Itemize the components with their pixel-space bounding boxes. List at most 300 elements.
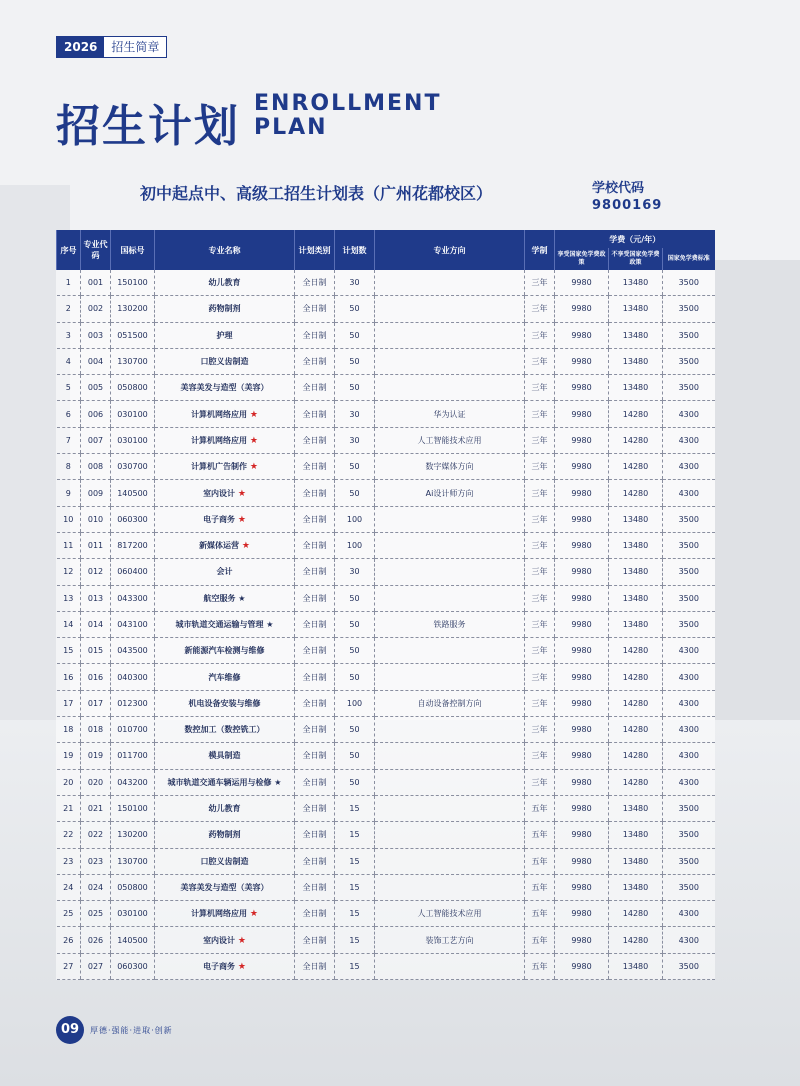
cell-direction: 人工智能技术应用 xyxy=(375,901,525,927)
cell-duration: 三年 xyxy=(525,690,555,716)
cell-fee-with-policy: 9980 xyxy=(555,585,609,611)
table-row xyxy=(57,822,715,848)
cell-fee-without-policy: 14280 xyxy=(609,638,663,664)
cell-seq: 11 xyxy=(57,532,81,558)
cell-major-code: 015 xyxy=(81,638,111,664)
brochure-tag xyxy=(56,36,167,58)
cell-national-code: 140500 xyxy=(111,480,155,506)
cell-fee-with-policy: 9980 xyxy=(555,296,609,322)
cell-seq: 14 xyxy=(57,611,81,637)
cell-national-code: 150100 xyxy=(111,795,155,821)
cell-major-code: 013 xyxy=(81,585,111,611)
cell-fee-without-policy: 14280 xyxy=(609,480,663,506)
cell-plan-count: 100 xyxy=(335,690,375,716)
cell-national-code: 130700 xyxy=(111,348,155,374)
cell-plan-type: 全日制 xyxy=(295,480,335,506)
cell-fee-with-policy: 9980 xyxy=(555,480,609,506)
cell-national-code: 040300 xyxy=(111,664,155,690)
cell-major-code: 018 xyxy=(81,717,111,743)
cell-seq: 8 xyxy=(57,454,81,480)
cell-plan-count: 15 xyxy=(335,822,375,848)
major-name-text: 电子商务 xyxy=(203,961,236,971)
cell-fee-with-policy: 9980 xyxy=(555,953,609,979)
cell-duration: 三年 xyxy=(525,532,555,558)
cell-major-name xyxy=(155,401,295,427)
cell-plan-type: 全日制 xyxy=(295,427,335,453)
cell-national-code: 030100 xyxy=(111,401,155,427)
cell-direction xyxy=(375,322,525,348)
cell-major-code: 007 xyxy=(81,427,111,453)
cell-fee-with-policy: 9980 xyxy=(555,743,609,769)
cell-major-name xyxy=(155,585,295,611)
cell-national-code: 060300 xyxy=(111,953,155,979)
table-row xyxy=(57,848,715,874)
cell-fee-without-policy: 13480 xyxy=(609,532,663,558)
cell-fee-standard: 3500 xyxy=(663,874,715,900)
cell-direction xyxy=(375,953,525,979)
cell-major-code: 004 xyxy=(81,348,111,374)
major-name-text: 幼儿教育 xyxy=(208,804,241,814)
cell-plan-type: 全日制 xyxy=(295,927,335,953)
cell-direction xyxy=(375,717,525,743)
cell-fee-standard: 4300 xyxy=(663,769,715,795)
header-direction: 专业方向 xyxy=(375,230,525,270)
cell-fee-standard: 3500 xyxy=(663,322,715,348)
cell-plan-count: 50 xyxy=(335,585,375,611)
cell-national-code: 043300 xyxy=(111,585,155,611)
cell-seq: 6 xyxy=(57,401,81,427)
major-name-text: 会计 xyxy=(216,567,233,577)
cell-plan-type: 全日制 xyxy=(295,822,335,848)
cell-duration: 三年 xyxy=(525,611,555,637)
footer xyxy=(56,1016,173,1044)
cell-major-name xyxy=(155,611,295,637)
table-row xyxy=(57,375,715,401)
cell-direction xyxy=(375,348,525,374)
cell-major-code: 003 xyxy=(81,322,111,348)
cell-major-name xyxy=(155,795,295,821)
cell-fee-without-policy: 13480 xyxy=(609,322,663,348)
cell-seq: 3 xyxy=(57,322,81,348)
cell-major-code: 014 xyxy=(81,611,111,637)
header-seq: 序号 xyxy=(57,230,81,270)
header-major-name: 专业名称 xyxy=(155,230,295,270)
table-row xyxy=(57,611,715,637)
cell-fee-standard: 3500 xyxy=(663,532,715,558)
cell-fee-without-policy: 13480 xyxy=(609,795,663,821)
cell-national-code: 060300 xyxy=(111,506,155,532)
cell-fee-with-policy: 9980 xyxy=(555,848,609,874)
cell-direction: 人工智能技术应用 xyxy=(375,427,525,453)
table-row xyxy=(57,874,715,900)
cell-duration: 五年 xyxy=(525,953,555,979)
table-row xyxy=(57,270,715,296)
cell-fee-without-policy: 13480 xyxy=(609,953,663,979)
cell-duration: 三年 xyxy=(525,480,555,506)
cell-duration: 五年 xyxy=(525,822,555,848)
cell-seq: 25 xyxy=(57,901,81,927)
cell-duration: 三年 xyxy=(525,743,555,769)
cell-plan-type: 全日制 xyxy=(295,769,335,795)
cell-duration: 三年 xyxy=(525,375,555,401)
cell-major-name xyxy=(155,927,295,953)
cell-plan-type: 全日制 xyxy=(295,664,335,690)
cell-plan-type: 全日制 xyxy=(295,532,335,558)
cell-fee-without-policy: 14280 xyxy=(609,901,663,927)
major-name-text: 模具制造 xyxy=(208,751,241,761)
school-motto: 厚德·强能·进取·创新 xyxy=(90,1025,173,1035)
cell-fee-standard: 3500 xyxy=(663,375,715,401)
cell-duration: 三年 xyxy=(525,454,555,480)
cell-major-code: 024 xyxy=(81,874,111,900)
cell-duration: 三年 xyxy=(525,270,555,296)
table-body xyxy=(57,270,715,980)
cell-duration: 三年 xyxy=(525,427,555,453)
background-building-right xyxy=(715,260,800,780)
cell-fee-with-policy: 9980 xyxy=(555,874,609,900)
cell-direction: 装饰工艺方向 xyxy=(375,927,525,953)
cell-major-code: 002 xyxy=(81,296,111,322)
star-icon: ★ xyxy=(249,435,258,446)
cell-plan-type: 全日制 xyxy=(295,348,335,374)
cell-direction xyxy=(375,664,525,690)
cell-duration: 三年 xyxy=(525,506,555,532)
cell-seq: 27 xyxy=(57,953,81,979)
cell-plan-count: 15 xyxy=(335,795,375,821)
table-row xyxy=(57,296,715,322)
cell-major-code: 020 xyxy=(81,769,111,795)
cell-seq: 1 xyxy=(57,270,81,296)
cell-fee-without-policy: 14280 xyxy=(609,717,663,743)
major-name-text: 汽车维修 xyxy=(208,672,241,682)
cell-major-code: 026 xyxy=(81,927,111,953)
cell-plan-count: 50 xyxy=(335,769,375,795)
header-fee-sub3: 国家免学费标准 xyxy=(663,248,715,270)
cell-duration: 三年 xyxy=(525,638,555,664)
english-title xyxy=(254,92,441,140)
cell-plan-type: 全日制 xyxy=(295,874,335,900)
cell-plan-type: 全日制 xyxy=(295,901,335,927)
cell-fee-with-policy: 9980 xyxy=(555,822,609,848)
cell-duration: 三年 xyxy=(525,296,555,322)
cell-major-name xyxy=(155,454,295,480)
cell-plan-type: 全日制 xyxy=(295,848,335,874)
cell-national-code: 043200 xyxy=(111,769,155,795)
header-plan-type: 计划类别 xyxy=(295,230,335,270)
major-name-text: 新媒体运营 xyxy=(199,541,240,551)
star-icon: ★ xyxy=(241,541,250,552)
cell-national-code: 012300 xyxy=(111,690,155,716)
cell-plan-type: 全日制 xyxy=(295,585,335,611)
major-name-text: 室内设计 xyxy=(203,488,236,498)
cell-fee-with-policy: 9980 xyxy=(555,506,609,532)
major-name-text: 计算机网络应用 xyxy=(191,409,248,419)
cell-fee-with-policy: 9980 xyxy=(555,690,609,716)
cell-plan-type: 全日制 xyxy=(295,454,335,480)
cell-seq: 7 xyxy=(57,427,81,453)
cell-major-code: 012 xyxy=(81,559,111,585)
cell-fee-with-policy: 9980 xyxy=(555,270,609,296)
cell-plan-count: 15 xyxy=(335,927,375,953)
header-fee-sub2: 不享受国家免学费政策 xyxy=(609,248,663,270)
cell-duration: 三年 xyxy=(525,322,555,348)
cell-plan-count: 100 xyxy=(335,506,375,532)
cell-direction xyxy=(375,585,525,611)
table-row xyxy=(57,795,715,821)
cell-fee-without-policy: 14280 xyxy=(609,927,663,953)
cell-major-name xyxy=(155,427,295,453)
cell-plan-type: 全日制 xyxy=(295,638,335,664)
cell-duration: 三年 xyxy=(525,769,555,795)
cell-fee-without-policy: 13480 xyxy=(609,506,663,532)
cell-direction: Ai设计师方向 xyxy=(375,480,525,506)
cell-plan-count: 50 xyxy=(335,348,375,374)
table-row xyxy=(57,506,715,532)
cell-fee-without-policy: 13480 xyxy=(609,874,663,900)
cell-seq: 16 xyxy=(57,664,81,690)
star-icon: ★ xyxy=(237,935,246,946)
cell-plan-type: 全日制 xyxy=(295,953,335,979)
cell-direction xyxy=(375,559,525,585)
cell-national-code: 050800 xyxy=(111,874,155,900)
cell-seq: 9 xyxy=(57,480,81,506)
cell-major-code: 001 xyxy=(81,270,111,296)
cell-major-name xyxy=(155,480,295,506)
cell-major-name xyxy=(155,322,295,348)
cell-direction: 数字媒体方向 xyxy=(375,454,525,480)
cell-fee-standard: 4300 xyxy=(663,927,715,953)
cell-fee-with-policy: 9980 xyxy=(555,322,609,348)
cell-fee-standard: 4300 xyxy=(663,427,715,453)
cell-major-name xyxy=(155,953,295,979)
cell-seq: 26 xyxy=(57,927,81,953)
table-row xyxy=(57,427,715,453)
cell-fee-standard: 4300 xyxy=(663,454,715,480)
cell-fee-standard: 3500 xyxy=(663,822,715,848)
page-number: 09 xyxy=(56,1016,84,1044)
cell-plan-type: 全日制 xyxy=(295,270,335,296)
cell-fee-with-policy: 9980 xyxy=(555,795,609,821)
cell-fee-without-policy: 14280 xyxy=(609,743,663,769)
cell-fee-without-policy: 13480 xyxy=(609,270,663,296)
cell-seq: 22 xyxy=(57,822,81,848)
cell-major-name xyxy=(155,664,295,690)
major-name-text: 药物制剂 xyxy=(208,830,241,840)
cell-plan-count: 50 xyxy=(335,717,375,743)
table-row xyxy=(57,454,715,480)
cell-major-name xyxy=(155,638,295,664)
cell-seq: 21 xyxy=(57,795,81,821)
cell-plan-count: 50 xyxy=(335,454,375,480)
cell-seq: 17 xyxy=(57,690,81,716)
cell-fee-standard: 3500 xyxy=(663,559,715,585)
cell-direction xyxy=(375,743,525,769)
cell-direction xyxy=(375,270,525,296)
cell-plan-type: 全日制 xyxy=(295,795,335,821)
cell-fee-standard: 3500 xyxy=(663,506,715,532)
cell-fee-standard: 3500 xyxy=(663,611,715,637)
cell-duration: 五年 xyxy=(525,901,555,927)
cell-national-code: 150100 xyxy=(111,270,155,296)
cell-plan-count: 50 xyxy=(335,322,375,348)
cell-direction xyxy=(375,296,525,322)
cell-fee-standard: 4300 xyxy=(663,901,715,927)
cell-fee-standard: 4300 xyxy=(663,664,715,690)
cell-seq: 12 xyxy=(57,559,81,585)
cell-seq: 15 xyxy=(57,638,81,664)
cell-fee-without-policy: 14280 xyxy=(609,454,663,480)
cell-national-code: 010700 xyxy=(111,717,155,743)
cell-major-name xyxy=(155,532,295,558)
cell-plan-count: 50 xyxy=(335,296,375,322)
cell-duration: 五年 xyxy=(525,848,555,874)
header-fee: 学费（元/年） xyxy=(555,230,715,248)
cell-fee-standard: 4300 xyxy=(663,638,715,664)
star-icon: ★ xyxy=(249,409,258,420)
english-title-line1: ENROLLMENT xyxy=(254,91,442,116)
cell-plan-type: 全日制 xyxy=(295,559,335,585)
cell-major-name xyxy=(155,743,295,769)
table-row xyxy=(57,901,715,927)
star-icon: ★ xyxy=(237,488,246,499)
cell-duration: 五年 xyxy=(525,795,555,821)
cell-major-name xyxy=(155,717,295,743)
cell-fee-with-policy: 9980 xyxy=(555,532,609,558)
cell-national-code: 130200 xyxy=(111,296,155,322)
cell-direction xyxy=(375,532,525,558)
table-row xyxy=(57,638,715,664)
table-row xyxy=(57,559,715,585)
table-row xyxy=(57,532,715,558)
major-name-text: 室内设计 xyxy=(203,935,236,945)
school-code-value: 9800169 xyxy=(592,198,663,213)
cell-fee-without-policy: 14280 xyxy=(609,769,663,795)
cell-national-code: 140500 xyxy=(111,927,155,953)
cell-duration: 三年 xyxy=(525,585,555,611)
table-row xyxy=(57,480,715,506)
cell-direction xyxy=(375,822,525,848)
cell-direction xyxy=(375,795,525,821)
major-name-text: 城市轨道交通车辆运用与检修 ★ xyxy=(167,777,282,787)
cell-seq: 13 xyxy=(57,585,81,611)
cell-fee-with-policy: 9980 xyxy=(555,427,609,453)
cell-national-code: 060400 xyxy=(111,559,155,585)
cell-major-code: 027 xyxy=(81,953,111,979)
table-row xyxy=(57,927,715,953)
table-row xyxy=(57,690,715,716)
cell-major-name xyxy=(155,270,295,296)
major-name-text: 美容美发与造型（美容） xyxy=(180,383,269,393)
cell-fee-with-policy: 9980 xyxy=(555,638,609,664)
cell-fee-without-policy: 13480 xyxy=(609,822,663,848)
cell-seq: 2 xyxy=(57,296,81,322)
cell-direction xyxy=(375,848,525,874)
cell-direction xyxy=(375,769,525,795)
cell-fee-with-policy: 9980 xyxy=(555,901,609,927)
header-duration: 学制 xyxy=(525,230,555,270)
cell-fee-with-policy: 9980 xyxy=(555,717,609,743)
cell-major-name xyxy=(155,769,295,795)
cell-direction xyxy=(375,874,525,900)
cell-seq: 20 xyxy=(57,769,81,795)
major-name-text: 美容美发与造型（美容） xyxy=(180,882,269,892)
cell-fee-standard: 4300 xyxy=(663,690,715,716)
cell-national-code: 130200 xyxy=(111,822,155,848)
table-row xyxy=(57,322,715,348)
cell-fee-standard: 3500 xyxy=(663,348,715,374)
cell-major-code: 017 xyxy=(81,690,111,716)
cell-major-code: 025 xyxy=(81,901,111,927)
page-title: 招生计划 xyxy=(56,101,240,152)
major-name-text: 计算机广告制作 xyxy=(191,462,248,472)
cell-fee-with-policy: 9980 xyxy=(555,559,609,585)
enrollment-table xyxy=(56,230,715,980)
cell-seq: 23 xyxy=(57,848,81,874)
cell-duration: 三年 xyxy=(525,401,555,427)
cell-plan-count: 15 xyxy=(335,848,375,874)
year-label: 2026 xyxy=(57,37,104,57)
cell-duration: 三年 xyxy=(525,664,555,690)
cell-fee-without-policy: 13480 xyxy=(609,375,663,401)
cell-seq: 18 xyxy=(57,717,81,743)
cell-major-code: 019 xyxy=(81,743,111,769)
cell-major-code: 009 xyxy=(81,480,111,506)
cell-fee-standard: 4300 xyxy=(663,401,715,427)
cell-plan-count: 30 xyxy=(335,427,375,453)
cell-fee-with-policy: 9980 xyxy=(555,769,609,795)
table-row xyxy=(57,348,715,374)
cell-major-name xyxy=(155,296,295,322)
cell-direction xyxy=(375,638,525,664)
cell-direction: 华为认证 xyxy=(375,401,525,427)
cell-fee-without-policy: 13480 xyxy=(609,585,663,611)
cell-plan-count: 50 xyxy=(335,638,375,664)
cell-fee-with-policy: 9980 xyxy=(555,348,609,374)
cell-plan-type: 全日制 xyxy=(295,690,335,716)
major-name-text: 口腔义齿制造 xyxy=(200,856,249,866)
cell-major-name xyxy=(155,375,295,401)
cell-plan-count: 100 xyxy=(335,532,375,558)
cell-fee-standard: 4300 xyxy=(663,480,715,506)
cell-plan-count: 30 xyxy=(335,559,375,585)
cell-plan-count: 50 xyxy=(335,480,375,506)
cell-national-code: 130700 xyxy=(111,848,155,874)
cell-major-code: 010 xyxy=(81,506,111,532)
cell-seq: 19 xyxy=(57,743,81,769)
star-icon: ★ xyxy=(249,909,258,920)
cell-national-code: 030100 xyxy=(111,901,155,927)
cell-national-code: 050800 xyxy=(111,375,155,401)
cell-plan-type: 全日制 xyxy=(295,296,335,322)
cell-major-code: 008 xyxy=(81,454,111,480)
table-row xyxy=(57,743,715,769)
cell-plan-count: 50 xyxy=(335,611,375,637)
cell-fee-with-policy: 9980 xyxy=(555,401,609,427)
cell-major-code: 021 xyxy=(81,795,111,821)
brochure-name: 招生简章 xyxy=(104,37,166,57)
cell-fee-standard: 3500 xyxy=(663,296,715,322)
cell-fee-standard: 4300 xyxy=(663,717,715,743)
cell-fee-without-policy: 13480 xyxy=(609,296,663,322)
cell-fee-without-policy: 13480 xyxy=(609,559,663,585)
cell-direction xyxy=(375,506,525,532)
cell-fee-standard: 3500 xyxy=(663,795,715,821)
header-plan-count: 计划数 xyxy=(335,230,375,270)
cell-plan-type: 全日制 xyxy=(295,322,335,348)
major-name-text: 航空服务 ★ xyxy=(203,593,246,603)
table-row xyxy=(57,664,715,690)
cell-plan-count: 50 xyxy=(335,375,375,401)
